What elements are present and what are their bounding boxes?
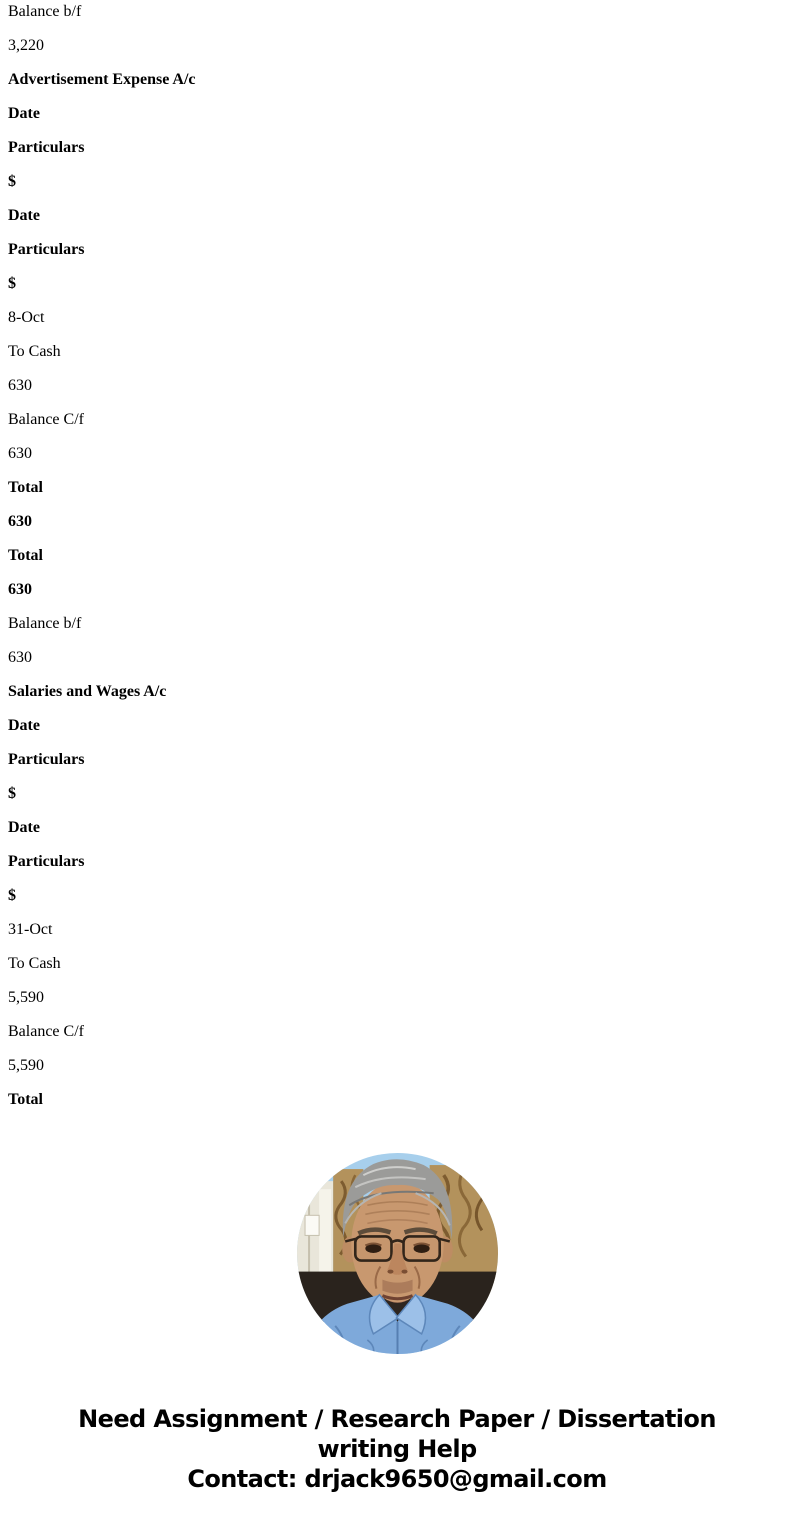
help-banner <box>0 1404 794 1494</box>
profile-photo <box>297 1153 498 1354</box>
ledger-line: 630 <box>8 445 32 462</box>
ledger-line: 630 <box>8 581 32 598</box>
ledger-line: Balance C/f <box>8 411 84 428</box>
ledger-text <box>8 0 794 1117</box>
ledger-line: Particulars <box>8 751 85 768</box>
banner-line-1: Need Assignment / Research Paper / Dissertation <box>78 1405 716 1433</box>
ledger-line: Date <box>8 819 40 836</box>
ledger-line: $ <box>8 887 16 904</box>
ledger-line: Date <box>8 717 40 734</box>
ledger-line: 3,220 <box>8 37 44 54</box>
ledger-line: Particulars <box>8 241 85 258</box>
ledger-line: 31-Oct <box>8 921 53 938</box>
ledger-line: Date <box>8 207 40 224</box>
banner-contact-line: Contact: drjack9650@gmail.com <box>187 1465 607 1493</box>
ledger-line: Balance b/f <box>8 615 82 632</box>
ledger-line: 630 <box>8 377 32 394</box>
ledger-line: 630 <box>8 649 32 666</box>
ledger-line: Salaries and Wages A/c <box>8 683 167 700</box>
ledger-line: $ <box>8 173 16 190</box>
ledger-line: Date <box>8 105 40 122</box>
ledger-line: Total <box>8 479 43 496</box>
ledger-line: Balance b/f <box>8 3 82 20</box>
ledger-line: $ <box>8 275 16 292</box>
ledger-line: To Cash <box>8 343 61 360</box>
profile-photo-container <box>0 1153 794 1354</box>
ledger-line: Particulars <box>8 139 85 156</box>
ledger-line: 5,590 <box>8 989 44 1006</box>
ledger-line: Advertisement Expense A/c <box>8 71 196 88</box>
ledger-line: Balance C/f <box>8 1023 84 1040</box>
ledger-line: Total <box>8 547 43 564</box>
ledger-line: To Cash <box>8 955 61 972</box>
person-portrait-illustration <box>297 1153 498 1354</box>
ledger-line: 630 <box>8 513 32 530</box>
banner-line-2: writing Help <box>317 1435 477 1463</box>
ledger-line: $ <box>8 785 16 802</box>
ledger-line: 5,590 <box>8 1057 44 1074</box>
ledger-line: Particulars <box>8 853 85 870</box>
ledger-line: 8-Oct <box>8 309 45 326</box>
ledger-line: Total <box>8 1091 43 1108</box>
